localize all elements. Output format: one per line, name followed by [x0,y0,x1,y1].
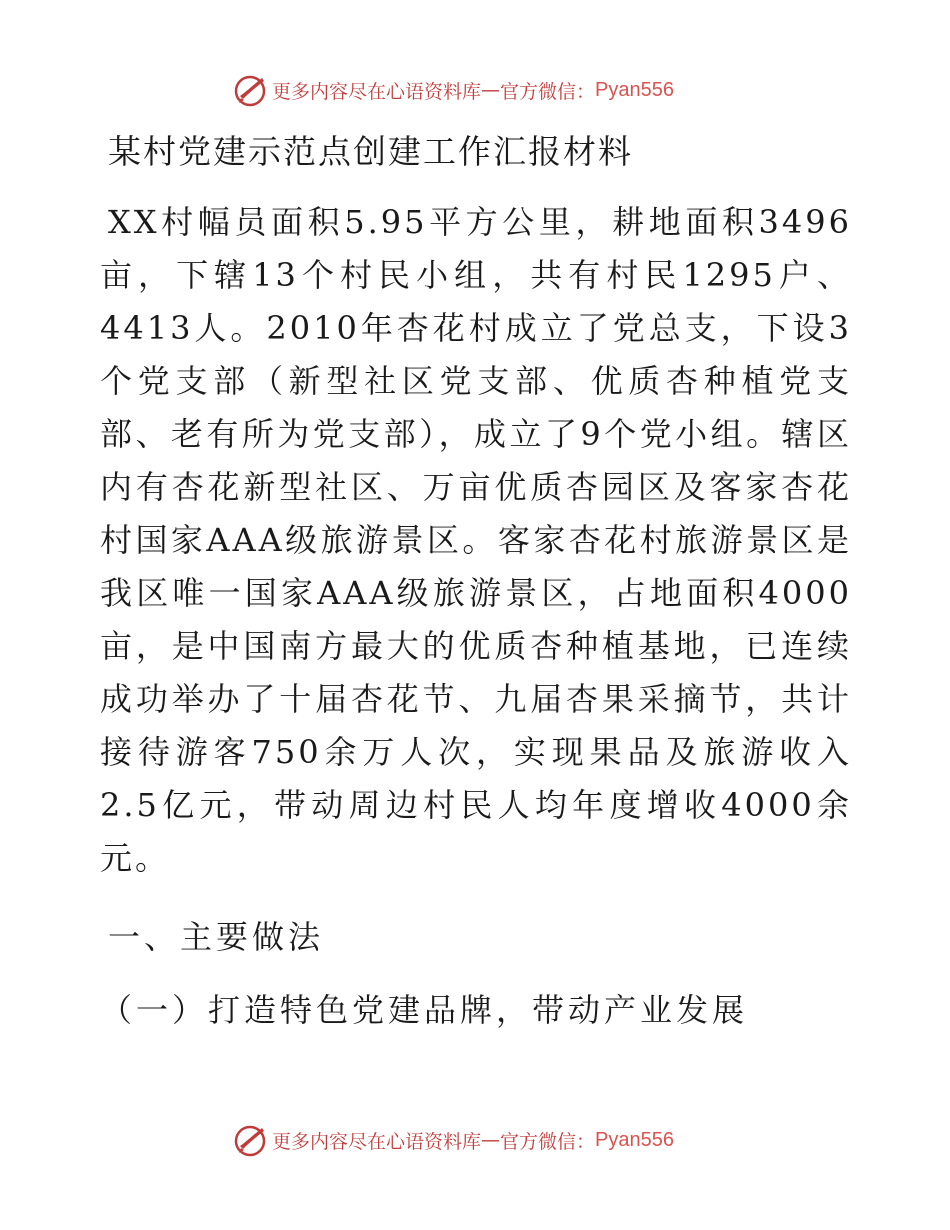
watermark-handle: Pyan556 [595,1128,674,1151]
watermark-text: 更多内容尽在心语资料库 [272,80,482,103]
document-title: 某村党建示范点创建工作汇报材料 [108,132,633,171]
pen-logo-icon [232,1122,268,1158]
body-paragraph: XX村幅员面积5.95平方公里，耕地面积3496亩，下辖13个村民小组，共有村民1295户、4413人。2010年杏花村成立了党总支，下设3个党支部（新型社区党支部、优质杏种植党支部、老有所为党支部），成立了9个党小组。辖区内有杏花新型社区、万亩优质杏园区及客家杏花村国家AAA级旅游景区。客家杏花村旅游景区是我区唯一国家AAA级旅游景区，占地面积4000亩，是中国南方最大的优质杏种植基地，已连续成功举办了十届杏花节、九届杏果采摘节，共计接待游客750余万人次，实现果品及旅游收入2.5亿元，带动周边村民人均年度增收4000余元。 [100,203,852,877]
watermark-dash: — [481,79,501,101]
watermark-text: 更多内容尽在心语资料库 [272,1130,482,1153]
watermark-label: 官方微信： [500,1130,596,1153]
pen-logo-icon [232,72,268,108]
section-heading: 一、主要做法 [108,918,325,956]
header-watermark [232,72,674,108]
watermark-dash: — [481,1129,501,1151]
sub-heading: （一）打造特色党建品牌，带动产业发展 [100,991,749,1029]
watermark-label: 官方微信： [500,80,596,103]
watermark-handle: Pyan556 [595,78,674,101]
footer-watermark [232,1122,674,1158]
